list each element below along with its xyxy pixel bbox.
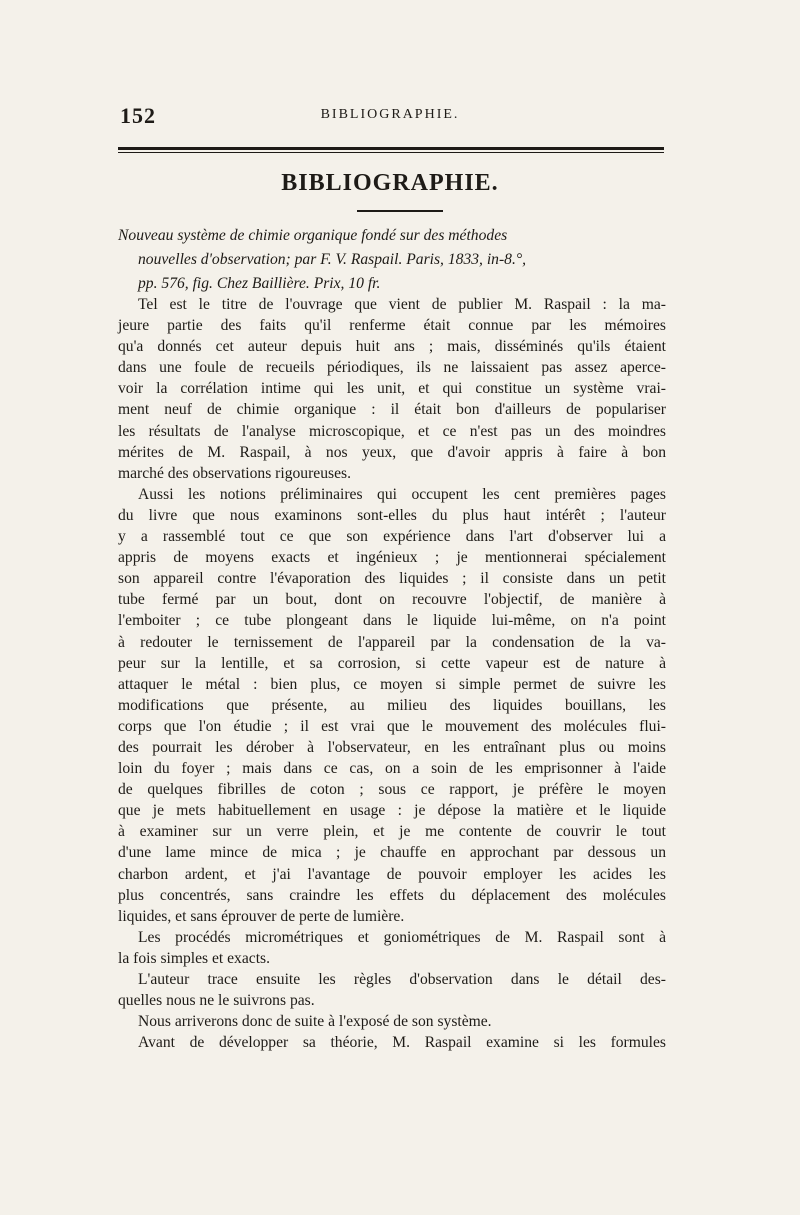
text-line: Les procédés micrométriques et goniométriques de M. Raspail sont à [138,928,666,946]
text-line: y a rassemblé tout ce que son expérience dans l'art d'observer lui a [118,528,666,546]
text-line: les résultats de l'analyse microscopique, et ce n'est pas un des moindres [118,422,666,440]
text-line: qu'a donnés cet auteur depuis huit ans ; mais, disséminés qu'ils étaient [118,338,666,356]
citation-line: Nouveau système de chimie organique fondé sur des méthodes [118,227,508,244]
text-line: Tel est le titre de l'ouvrage que vient de publier M. Raspail : la ma- [138,296,666,313]
running-head [120,103,660,127]
title-rule [357,210,443,212]
text-line: la fois simples et exacts. [118,949,271,967]
text-line: mérites de M. Raspail, à nos yeux, que d'avoir appris à faire à bon [118,443,666,461]
review-body [118,294,666,1053]
text-line: marché des observations rigoureuses. [118,464,351,482]
book-citation [118,224,666,296]
text-line: d'une lame mince de mica ; je chauffe en approchant par dessous un [118,844,666,862]
section-title: BIBLIOGRAPHIE. [281,170,499,196]
text-line: à redouter le ternissement de l'appareil par la condensation de la va- [118,633,666,651]
text-line: jeure partie des faits qu'il renferme était connue par les mémoires [118,317,666,335]
text-line: peur sur la lentille, et sa corrosion, si cette vapeur est de nature à [118,654,666,672]
text-line: Nous arriverons donc de suite à l'exposé de son système. [138,1013,492,1031]
text-line: appris de moyens exacts et ingénieux ; je mentionnerai spécialement [118,549,666,567]
citation-line: nouvelles d'observation; par F. V. Raspail. Paris, 1833, in-8.°, [138,251,526,268]
text-line: Avant de développer sa théorie, M. Raspail examine si les formules [138,1034,666,1052]
text-line: à examiner sur un verre plein, et je me contente de couvrir le tout [118,823,666,841]
text-line: attaquer le métal : bien plus, ce moyen si simple permet de suivre les [118,675,666,693]
running-title: BIBLIOGRAPHIE. [320,107,460,122]
text-line: dans une foule de recueils périodiques, ils ne laissaient pas assez aperce- [118,359,666,377]
text-line: plus concentrés, sans craindre les effets du déplacement des molécules [118,886,666,904]
text-line: ment neuf de chimie organique : il était bon d'ailleurs de populariser [118,401,666,419]
text-line: L'auteur trace ensuite les règles d'observation dans le détail des- [138,971,666,988]
page-number: 152 [120,103,156,128]
text-line: l'emboiter ; ce tube plongeant dans le liquide lui-même, on n'a point [118,612,666,630]
text-line: loin du foyer ; mais dans ce cas, on a soin de les emprisonner à l'aide [118,760,666,778]
text-line: son appareil contre l'évaporation des liquides ; il consiste dans un petit [118,570,666,588]
text-line: voir la corrélation intime qui les unit, et qui constitue un système vrai- [118,380,666,398]
text-line: tube fermé par un bout, dont on recouvre l'objectif, de manière à [118,591,666,609]
header-rule-thin [118,152,664,153]
text-line: des pourrait les dérober à l'observateur, en les entraînant plus ou moins [118,738,666,756]
text-line: liquides, et sans éprouver de perte de lumière. [118,907,405,925]
text-line: modifications que présente, au milieu des liquides bouillans, les [118,696,666,714]
text-line: corps que l'on étudie ; il est vrai que le mouvement des molécules flui- [118,717,666,735]
text-line: charbon ardent, et j'ai l'avantage de pouvoir employer les acides les [118,865,666,883]
text-line: que je mets habituellement en usage : je dépose la matière et le liquide [118,802,666,820]
text-line: du livre que nous examinons sont-elles du plus haut intérêt ; l'auteur [118,506,666,524]
text-line: de quelques fibrilles de coton ; sous ce rapport, je préfère le moyen [118,781,666,799]
text-line: Aussi les notions préliminaires qui occupent les cent premières pages [138,485,666,503]
text-line: quelles nous ne le suivrons pas. [118,992,315,1010]
header-rule [118,147,664,150]
citation-line: pp. 576, fig. Chez Baillière. Prix, 10 fr. [138,275,381,292]
